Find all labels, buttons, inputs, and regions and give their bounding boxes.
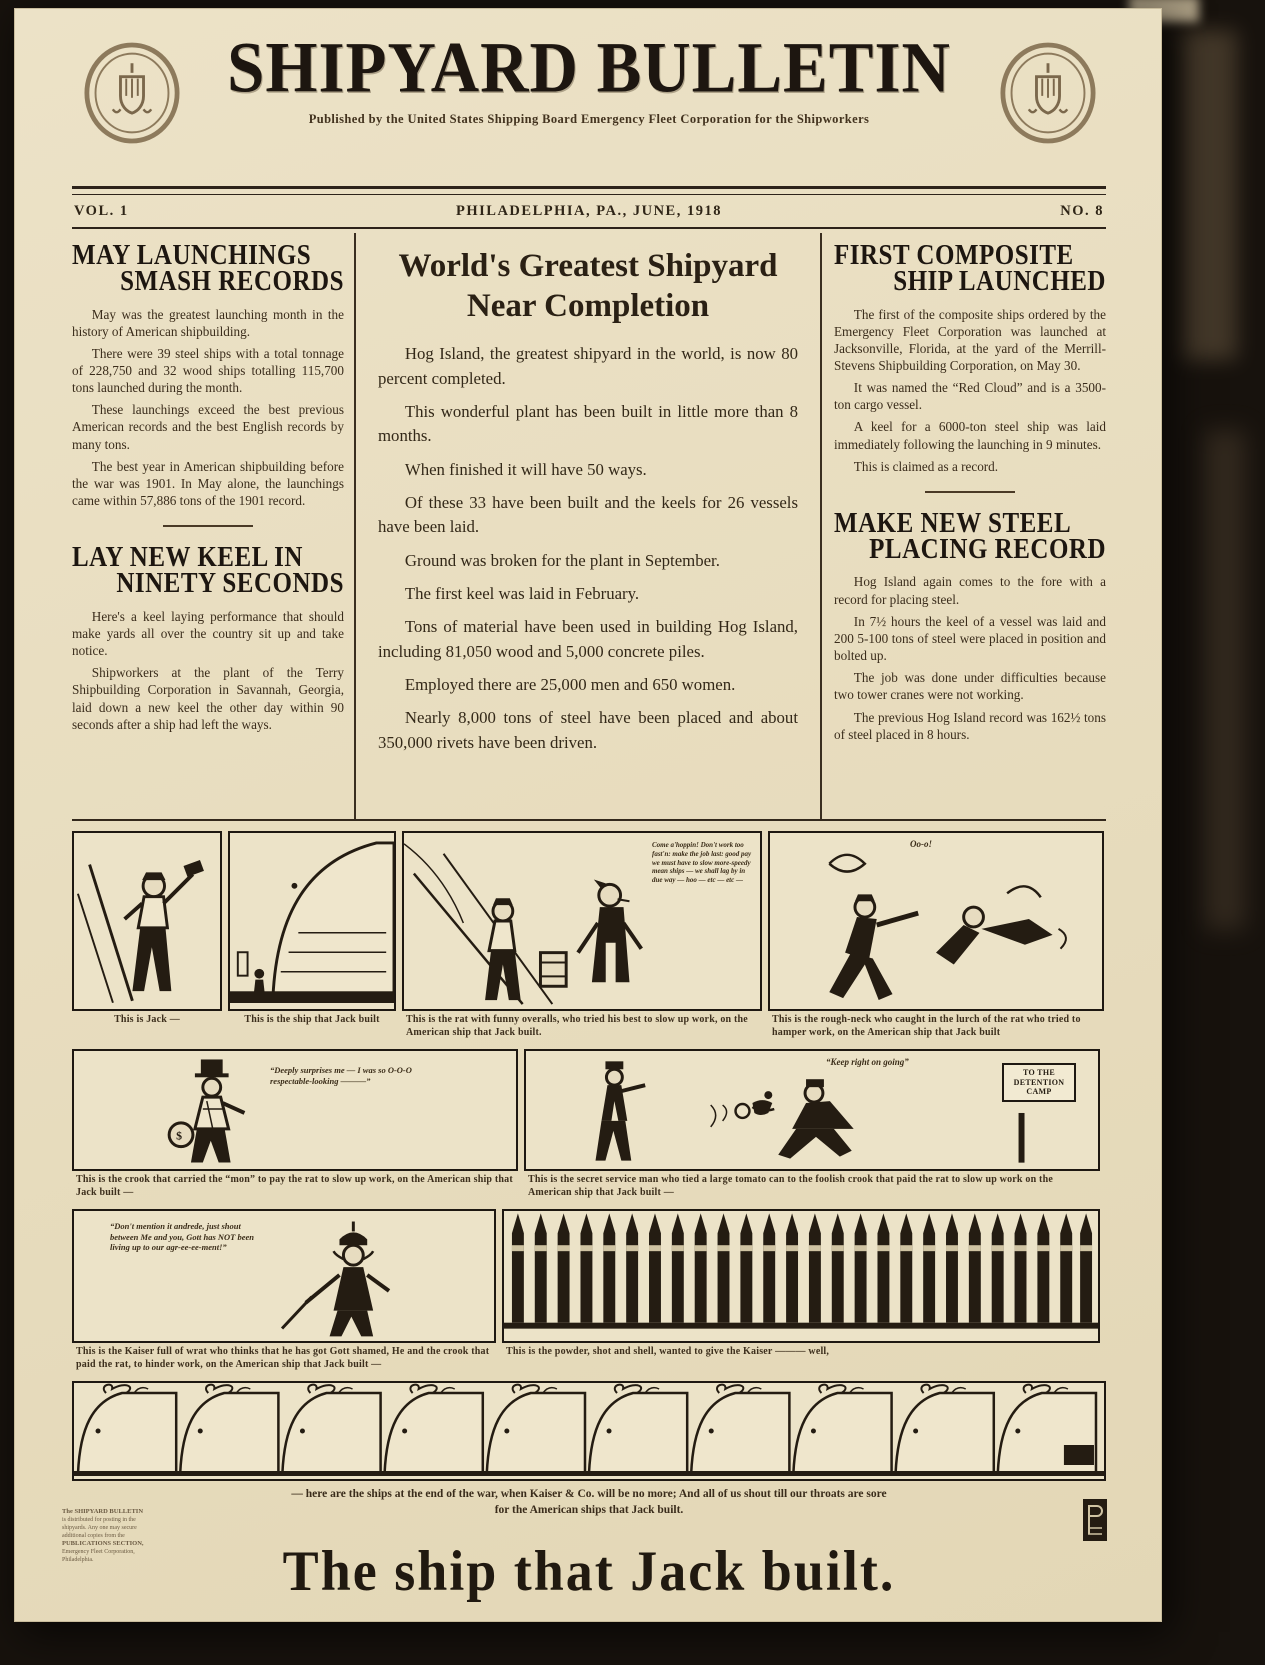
masthead-rule bbox=[72, 186, 1106, 195]
dateline bbox=[72, 201, 1106, 225]
headline-line: FIRST COMPOSITE bbox=[834, 239, 1074, 271]
poster-title: The ship that Jack built. bbox=[282, 1539, 896, 1603]
article-paragraph: Hog Island again comes to the fore with a record for placing steel. bbox=[834, 574, 1106, 607]
fineprint-line: additional copies from the bbox=[62, 1533, 125, 1539]
shipping-board-seal-icon bbox=[1000, 42, 1096, 144]
place-date-label: PHILADELPHIA, PA., JUNE, 1918 bbox=[456, 203, 722, 219]
headline-line: SMASH RECORDS bbox=[120, 266, 344, 298]
panel-caption: This is the powder, shot and shell, wanted to give the Kaiser ——— well, bbox=[506, 1346, 830, 1357]
comic-row-4 bbox=[72, 1381, 1106, 1518]
headline-steel-placing-record bbox=[834, 507, 1106, 566]
bulletin-title: SHIPYARD BULLETIN bbox=[227, 28, 951, 108]
masthead bbox=[72, 28, 1106, 176]
comic-panel-rat bbox=[402, 831, 762, 1039]
article-paragraph: This is claimed as a record. bbox=[853, 458, 999, 474]
article-paragraph: Hog Island, the greatest shipyard in the world, is now 80 percent completed. bbox=[378, 344, 798, 388]
shipping-board-seal-icon bbox=[84, 42, 180, 144]
ships-caption-line: — here are the ships at the end of the war, when Kaiser & Co. will be no more; And all of us shout till our throats are sore bbox=[291, 1488, 887, 1500]
comic-panel-roughneck bbox=[768, 831, 1104, 1039]
article-paragraph: The first of the composite ships ordered by the Emergency Fleet Corporation was launched at Jacksonville, Florida, at the yard of the Merrill-Stevens Shipbuilding Corporation, on May 30. bbox=[834, 306, 1106, 373]
photo-edge-smudge bbox=[1205, 430, 1245, 930]
comic-panel-kaiser bbox=[72, 1209, 496, 1371]
article-paragraph: A keel for a 6000-ton steel ship was laid immediately following the launching in 9 minutes. bbox=[834, 419, 1106, 452]
fineprint-line: The SHIPYARD BULLETIN bbox=[62, 1508, 144, 1515]
comic-panel-ships bbox=[72, 1381, 1106, 1518]
headline-line: Near Completion bbox=[466, 287, 710, 324]
volume-label: VOL. 1 bbox=[74, 203, 129, 219]
article-paragraph: This wonderful plant has been built in little more than 8 months. bbox=[378, 401, 798, 446]
panel-caption: This is Jack — bbox=[114, 1014, 180, 1025]
comic-panel-ship bbox=[228, 831, 396, 1039]
fineprint-line: is distributed for posting in the bbox=[62, 1517, 136, 1523]
article-paragraph: Employed there are 25,000 men and 650 women. bbox=[404, 674, 736, 694]
bulletin-page bbox=[14, 8, 1162, 1622]
article-paragraph: These launchings exceed the best previous American records and the best English records by many tons. bbox=[72, 402, 344, 452]
article-paragraph: In 7½ hours the keel of a vessel was laid and 200 5-100 tons of steel were placed in position and bolted up. bbox=[834, 613, 1106, 664]
comic-row-2 bbox=[72, 1049, 1106, 1199]
headline-line: NINETY SECONDS bbox=[116, 568, 344, 600]
headline-line: SHIP LAUNCHED bbox=[893, 266, 1106, 298]
detention-camp-sign: TO THE DETENTION CAMP bbox=[1002, 1063, 1076, 1102]
crook-speech-text: “Deeply surprises me — I was so O-O-O respectable-looking ———” bbox=[270, 1065, 412, 1086]
panel-caption: This is the rough-neck who caught in the lurch of the rat who tried to hamper work, on the American ship that Jack built bbox=[772, 1014, 1081, 1038]
article-paragraph: Shipworkers at the plant of the Terry Shipbuilding Corporation in Savannah, Georgia, laid down a new keel the other day within 90 seconds after a ship had left the ways. bbox=[72, 665, 344, 732]
fineprint-line: Philadelphia. bbox=[62, 1557, 94, 1563]
panel-caption: This is the crook that carried the “mon” to pay the rat to slow up work, on the American ship that Jack built — bbox=[76, 1174, 513, 1198]
center-column bbox=[354, 233, 822, 819]
headline-lay-new-keel bbox=[72, 542, 344, 600]
headline-line: World's Greatest Shipyard bbox=[398, 248, 778, 284]
headline-worlds-greatest-shipyard bbox=[378, 247, 798, 326]
headline-line: LAY NEW KEEL IN bbox=[72, 542, 303, 574]
panel-caption: This is the rat with funny overalls, who tried his best to slow up work, on the American ship that Jack built. bbox=[406, 1014, 748, 1038]
article-paragraph: It was named the “Red Cloud” and is a 3500-ton cargo vessel. bbox=[834, 380, 1106, 413]
headline-first-composite bbox=[834, 239, 1106, 298]
roughneck-kick-illustration bbox=[770, 833, 1102, 1009]
shells-illustration bbox=[504, 1211, 1098, 1341]
article-paragraph: There were 39 steel ships with a total tonnage of 228,750 and 32 wood ships totalling 115,700 tons launched during the month. bbox=[72, 345, 344, 396]
article-columns bbox=[72, 233, 1106, 821]
article-paragraph: The previous Hog Island record was 162½ tons of steel placed in 8 hours. bbox=[834, 709, 1106, 742]
headline-line: MAKE NEW STEEL bbox=[834, 507, 1072, 539]
fineprint-line: Emergency Fleet Corporation, bbox=[62, 1549, 135, 1555]
panel-caption: This is the ship that Jack built bbox=[244, 1014, 380, 1025]
article-paragraph: The job was done under difficulties because two tower cranes were not working. bbox=[834, 670, 1106, 703]
panel-caption: This is the secret service man who tied a large tomato can to the foolish crook that paid the rat to slow up work on the American ship that Jack built — bbox=[528, 1174, 1053, 1198]
dateline-rule bbox=[72, 227, 1106, 229]
article-divider bbox=[163, 525, 253, 527]
comic-panel-jack bbox=[72, 831, 222, 1039]
ships-caption-line: for the American ships that Jack built. bbox=[494, 1503, 684, 1516]
publisher-fineprint bbox=[62, 1508, 154, 1564]
bulletin-subtitle: Published by the United States Shipping Board Emergency Fleet Corporation for the Shipworkers bbox=[308, 112, 870, 127]
article-paragraph: Ground was broken for the plant in September. bbox=[404, 550, 720, 570]
headline-line: MAY LAUNCHINGS bbox=[72, 239, 312, 271]
fineprint-line: shipyards. Any one may secure bbox=[62, 1525, 137, 1531]
comic-panel-shells bbox=[502, 1209, 1100, 1371]
headline-line: PLACING RECORD bbox=[869, 534, 1106, 566]
fineprint-line: PUBLICATIONS SECTION, bbox=[62, 1540, 144, 1547]
issue-number-label: NO. 8 bbox=[1060, 203, 1104, 219]
kaiser-speech-text: “Don't mention it andrede, just shout between Me and you, Gott has NOT been living up to our agr-ee-ee-ment!” bbox=[110, 1221, 255, 1253]
ship-bow-illustration bbox=[230, 833, 394, 1009]
comic-row-3 bbox=[72, 1209, 1106, 1371]
photo-edge-smudge bbox=[1182, 30, 1237, 360]
comic-panel-crook bbox=[72, 1049, 518, 1199]
rat-speech-text: Come a'hoppin! Don't work too fast'n: make the job last: good pay we must have to slow more-speedy mean ships — we shall lag by in due way — hoo — etc — etc — bbox=[652, 841, 752, 884]
article-paragraph: When finished it will have 50 ways. bbox=[404, 459, 647, 479]
jack-illustration bbox=[74, 833, 220, 1009]
comic-row-1 bbox=[72, 831, 1106, 1039]
printer-mark-icon bbox=[1082, 1498, 1108, 1542]
ships-caption bbox=[72, 1487, 1106, 1518]
secret-service-speech-text: “Keep right on going” bbox=[826, 1057, 909, 1067]
article-paragraph: Nearly 8,000 tons of steel have been placed and about 350,000 rivets have been driven. bbox=[378, 708, 798, 752]
article-paragraph: May was the greatest launching month in the history of American shipbuilding. bbox=[72, 306, 344, 339]
article-divider bbox=[925, 491, 1015, 493]
svg-text:$: $ bbox=[176, 1128, 183, 1143]
fleet-of-ships-illustration bbox=[74, 1383, 1104, 1479]
comic-panel-secret-service bbox=[524, 1049, 1100, 1199]
article-paragraph: The best year in American shipbuilding before the war was 1901. In May alone, the launchings came within 57,886 tons of the 1901 record. bbox=[72, 458, 344, 509]
article-paragraph: Of these 33 have been built and the keels for 26 vessels have been laid. bbox=[378, 492, 798, 537]
article-paragraph: Here's a keel laying performance that should make yards all over the country sit up and take notice. bbox=[72, 608, 344, 659]
article-paragraph: The first keel was laid in February. bbox=[404, 583, 640, 603]
article-paragraph: Tons of material have been used in building Hog Island, including 81,050 wood and 5,000 concrete piles. bbox=[378, 617, 798, 661]
roughneck-speech-text: Oo-o! bbox=[910, 839, 932, 849]
left-column bbox=[72, 233, 354, 819]
headline-may-launchings bbox=[72, 239, 344, 298]
panel-caption: This is the Kaiser full of wrat who thinks that he has got Gott shamed, He and the crook that paid the rat, to hinder work, on the American ship that Jack built — bbox=[76, 1346, 490, 1370]
right-column bbox=[822, 233, 1106, 819]
